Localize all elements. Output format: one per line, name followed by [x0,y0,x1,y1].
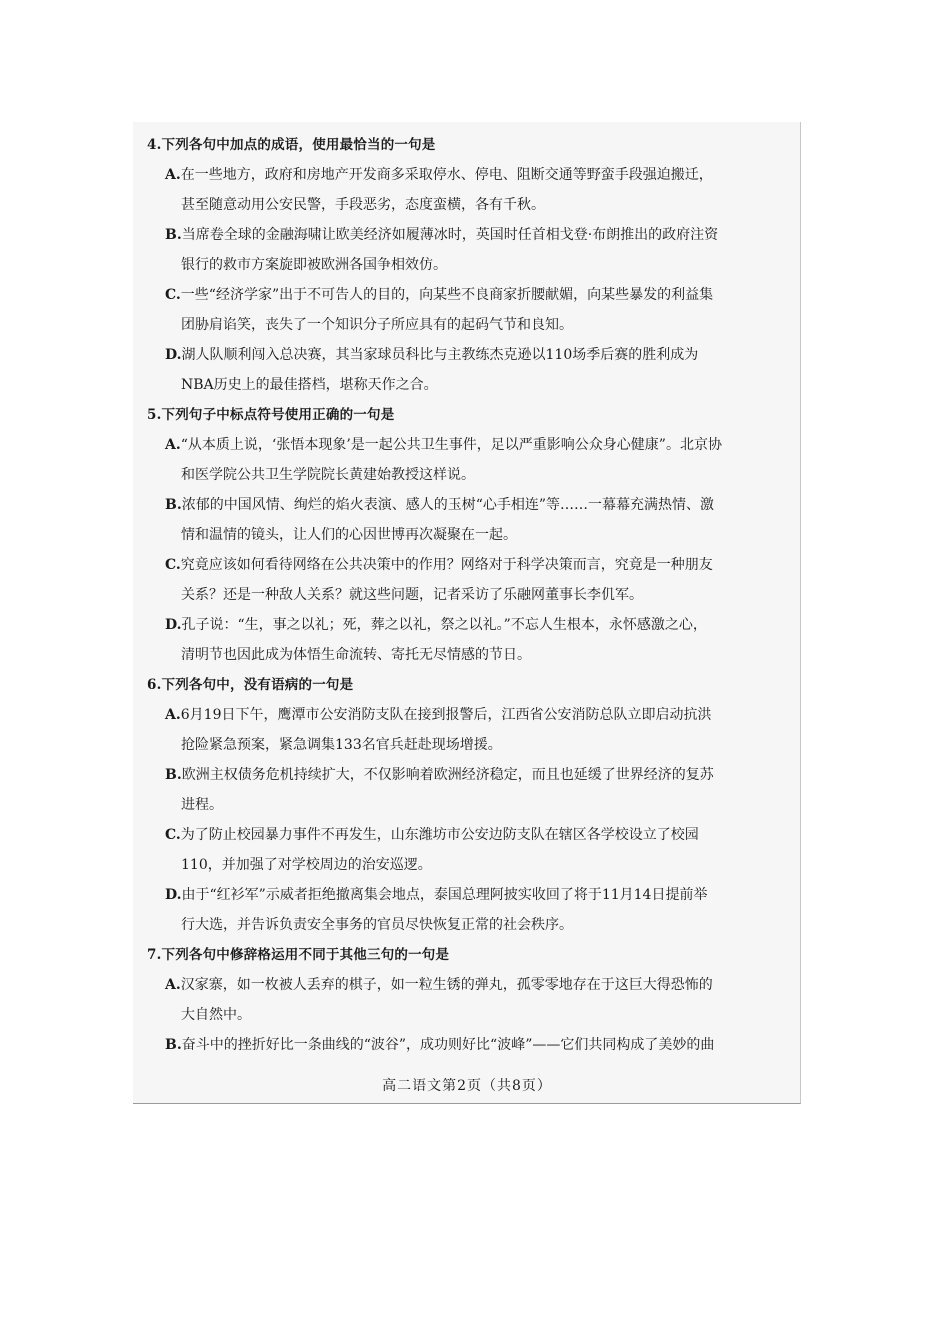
question-stem: 4.下列各句中加点的成语，使用最恰当的一句是 [147,137,436,153]
option-letter: C. [165,557,181,573]
option-text: 6月19日下午，鹰潭市公安消防支队在接到报警后，江西省公安消防总队立即启动抗洪 [180,707,712,723]
option-text: 奋斗中的挫折好比一条曲线的“波谷”，成功则好比“波峰”——它们共同构成了美妙的曲 [181,1037,715,1053]
option-letter: C. [165,287,181,303]
option-text: 在一些地方，政府和房地产开发商多采取停水、停电、阻断交通等野蛮手段强迫搬迁， [180,167,713,183]
option-text: 浓郁的中国风情、绚烂的焰火表演、感人的玉树“心手相连”等……一幕幕充满热情、激 [181,497,715,513]
option-text: 汉家寨，如一枚被人丢弃的棋子，如一粒生锈的弹丸，孤零零地存在于这巨大得恐怖的 [180,977,713,993]
option-text: 当席卷全球的金融海啸让欧美经济如履薄冰时，英国时任首相戈登·布朗推出的政府注资 [181,227,719,243]
option-b-line-1 [147,1030,787,1060]
option-text: “从本质上说，‘张悟本现象’是一起公共卫生事件，足以严重影响公众身心健康”。北京协 [180,437,722,453]
option-a-line-2: 大自然中。 [181,1007,251,1023]
option-a-line-1 [147,970,787,1000]
option-d-line-1 [147,880,787,910]
option-b-line-2: 进程。 [181,797,223,813]
option-d-line-2: NBA历史上的最佳搭档，堪称天作之合。 [181,377,438,393]
option-text: 究竟应该如何看待网络在公共决策中的作用？网络对于科学决策而言，究竟是一种朋友 [180,557,713,573]
option-d-line-2: 行大选，并告诉负责安全事务的官员尽快恢复正常的社会秩序。 [181,917,573,933]
exam-content [147,130,787,1060]
option-text: 一些“经济学家”出于不可告人的目的，向某些不良商家折腰献媚，向某些暴发的利益集 [180,287,714,303]
option-letter: B. [165,497,182,513]
option-b-line-2: 情和温情的镜头，让人们的心因世博再次凝聚在一起。 [181,527,517,543]
option-text: 孔子说：“生，事之以礼；死，葬之以礼，祭之以礼。”不忘人生根本，永怀感激之心， [181,617,707,633]
option-letter: D. [165,347,182,363]
option-letter: A. [165,707,181,723]
option-d-line-1 [147,610,787,640]
option-c-line-1 [147,280,787,310]
option-letter: D. [165,887,182,903]
option-a-line-2: 和医学院公共卫生学院院长黄建始教授这样说。 [181,467,475,483]
option-c-line-2: 关系？还是一种敌人关系？就这些问题，记者采访了乐融网董事长李仉军。 [181,587,643,603]
option-text: 湖人队顺利闯入总决赛，其当家球员科比与主教练杰克逊以110场季后赛的胜利成为 [181,347,699,363]
option-letter: A. [165,977,181,993]
question-7 [147,940,787,1060]
option-b-line-1 [147,490,787,520]
option-letter: D. [165,617,182,633]
page-footer: 高二语文第2页（共8页） [382,1078,552,1094]
option-letter: B. [165,227,182,243]
option-letter: A. [165,167,181,183]
option-a-line-2: 抢险紧急预案，紧急调集133名官兵赶赴现场增援。 [181,737,502,753]
option-text: 为了防止校园暴力事件不再发生，山东潍坊市公安边防支队在辖区各学校设立了校园 [180,827,699,843]
option-letter: B. [165,767,182,783]
option-b-line-1 [147,760,787,790]
option-c-line-1 [147,820,787,850]
option-letter: C. [165,827,181,843]
option-a-line-2: 甚至随意动用公安民警，手段恶劣，态度蛮横，各有千秋。 [181,197,545,213]
option-c-line-1 [147,550,787,580]
option-c-line-2: 团胁肩谄笑，丧失了一个知识分子所应具有的起码气节和良知。 [181,317,573,333]
option-a-line-1 [147,430,787,460]
option-c-line-2: 110，并加强了对学校周边的治安巡逻。 [181,857,432,873]
option-b-line-1 [147,220,787,250]
question-5 [147,400,787,670]
option-letter: A. [165,437,181,453]
option-b-line-2: 银行的救市方案旋即被欧洲各国争相效仿。 [181,257,447,273]
option-d-line-2: 清明节也因此成为体悟生命流转、寄托无尽情感的节日。 [181,647,531,663]
question-stem: 6.下列各句中，没有语病的一句是 [147,677,354,693]
option-a-line-1 [147,160,787,190]
option-d-line-1 [147,340,787,370]
question-6 [147,670,787,940]
option-text: 由于“红衫军”示威者拒绝撤离集会地点，泰国总理阿披实收回了将于11月14日提前举 [181,887,708,903]
question-stem: 7.下列各句中修辞格运用不同于其他三句的一句是 [147,947,450,963]
option-letter: B. [165,1037,182,1053]
question-stem: 5.下列句子中标点符号使用正确的一句是 [147,407,395,423]
option-a-line-1 [147,700,787,730]
question-4 [147,130,787,400]
option-text: 欧洲主权债务危机持续扩大，不仅影响着欧洲经济稳定，而且也延缓了世界经济的复苏 [181,767,714,783]
